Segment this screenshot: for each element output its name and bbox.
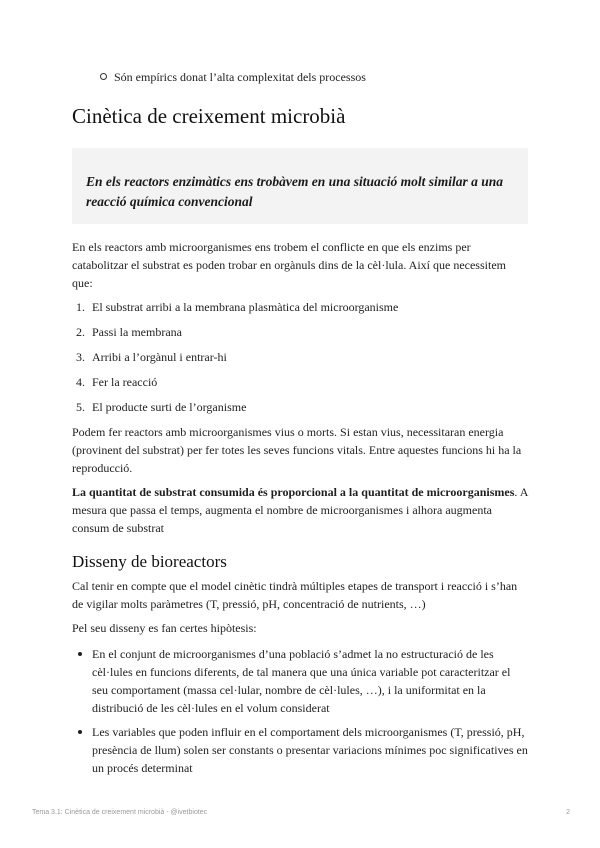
list-item [100, 68, 528, 86]
step-text: Passi la membrana [92, 325, 182, 339]
bold-statement: La quantitat de substrat consumida és proporcional a la quantitat de microorganismes [72, 485, 515, 499]
circle-bullet-icon [100, 73, 107, 80]
section-title-kinetics: Cinètica de creixement microbià [72, 104, 346, 128]
intro-paragraph: En els reactors amb microorganismes ens trobem el conflicte en que els enzims per catabolitzar el substrat es poden trobar en orgànuls dins de la cèl·lula. Així que necessitem que: [72, 240, 506, 290]
step-text: Arribi a l’orgànul i entrar-hi [92, 350, 227, 364]
disc-bullet-icon [78, 652, 82, 656]
list-item-text: Les variables que poden influir en el comportament dels microorganismes (T, pressió, pH, presència de llum) solen ser constants o presentar variacions mínimes poc significatives en un procés determinat [92, 725, 528, 775]
step-number: 5. [76, 400, 85, 414]
disc-bullet-icon [78, 730, 82, 734]
living-reactors-paragraph: Podem fer reactors amb microorganismes vius o morts. Si estan vius, necessitaran energia (provinent del substrat) per fer totes les seves funcions vitals. Entre aquestes funcions hi ha la reproducció. [72, 425, 522, 475]
list-item [72, 645, 528, 717]
list-item-text: En el conjunt de microorganismes d’una població s’admet la no estructuració de les cèl·lules en funcions diferents, de tal manera que una única variable pot caracteritzar el seu comportament (massa cel·lular, nombre de cèl·lules, …), i la uniformitat en la distribució de les cèl·lules en el volum considerat [92, 647, 511, 715]
step-number: 1. [76, 300, 85, 314]
list-item [72, 373, 528, 391]
kinetic-model-paragraph: Cal tenir en compte que el model cinètic tindrà múltiples etapes de transport i reacció i s’han de vigilar molts paràmetres (T, pressió, pH, concentració de nutrients, …) [72, 579, 518, 611]
list-item [72, 723, 528, 777]
section-title-bioreactors: Disseny de bioreactors [72, 552, 227, 571]
list-item-text: Són empírics donat l’alta complexitat dels processos [114, 70, 366, 84]
list-item [72, 298, 528, 316]
list-item [72, 323, 528, 341]
step-number: 3. [76, 350, 85, 364]
hypotheses-intro: Pel seu disseny es fan certes hipòtesis: [72, 621, 257, 635]
list-item [72, 348, 528, 366]
step-text: El substrat arribi a la membrana plasmàtica del microorganisme [92, 300, 399, 314]
numbered-steps-list [72, 298, 528, 416]
page-number: 2 [566, 809, 570, 816]
callout-box: En els reactors enzimàtics ens trobàvem en una situació molt similar a una reacció química convencional [72, 148, 528, 224]
paragraph-rest: . A mesura que passa el temps, augmenta el nombre de microorganismes i alhora augmenta consum de substrat [72, 485, 528, 535]
sub-bullet-list [72, 68, 528, 86]
list-item [72, 398, 528, 416]
footer-title: Tema 3.1: Cinètica de creixement microbià - @ivetbiotec [32, 809, 208, 816]
step-number: 2. [76, 325, 85, 339]
step-text: Fer la reacció [92, 375, 158, 389]
substrate-proportion-paragraph [72, 483, 528, 537]
step-number: 4. [76, 375, 85, 389]
step-text: El producte surti de l’organisme [92, 400, 247, 414]
page-content [72, 68, 528, 783]
hypotheses-list [72, 645, 528, 777]
